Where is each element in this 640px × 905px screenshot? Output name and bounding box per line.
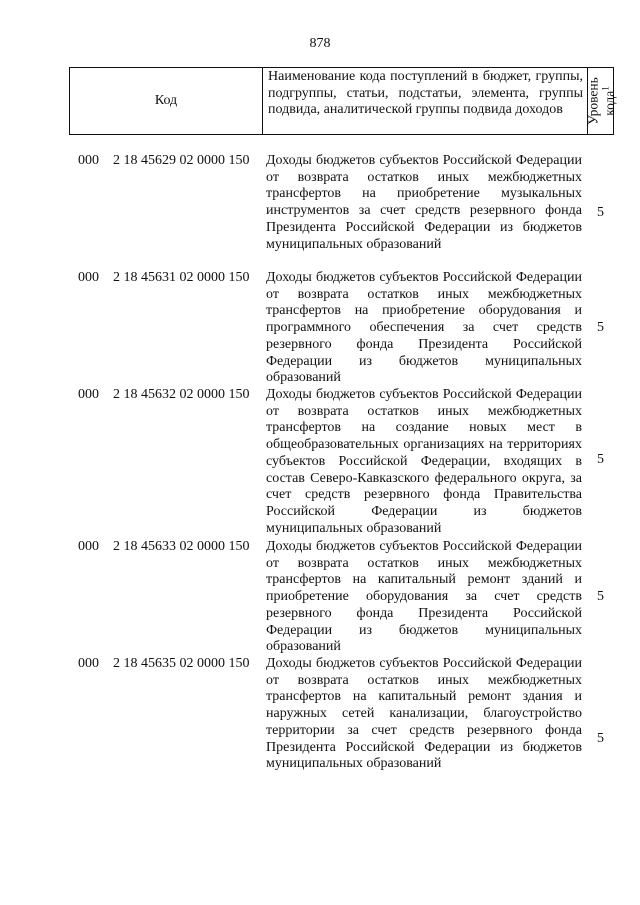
revenue-name: Доходы бюджетов субъектов Российской Федерации от возврата остатков иных межбюджетных трансфертов на приобретение оборудования и программного обеспечения за счет средств резервного фонда Президента Российской Федерации из бюджетов муниципальных образований xyxy=(266,270,582,386)
admin-code: 000 xyxy=(78,539,99,554)
table-header xyxy=(69,67,617,135)
revenue-name: Доходы бюджетов субъектов Российской Федерации от возврата остатков иных межбюджетных трансфертов на приобретение музыкальных инструментов за счет средств резервного фонда Президента Российской Федерации из бюджетов муниципальных образований xyxy=(266,153,582,252)
admin-code: 000 xyxy=(78,387,99,402)
table-row xyxy=(0,656,640,796)
code-level: 5 xyxy=(597,452,604,467)
revenue-code: 2 18 45631 02 0000 150 xyxy=(113,270,250,285)
code-level: 5 xyxy=(597,731,604,746)
header-code: Код xyxy=(70,68,263,134)
revenue-name: Доходы бюджетов субъектов Российской Федерации от возврата остатков иных межбюджетных трансфертов на создание новых мест в общеобразовательных организациях на территориях субъектов Российской Федерации, входящих в состав Северо-Кавказского федерального округа, за счет средств резервного фонда Правительства Российской Федерации из бюджетов муниципальных образований xyxy=(266,387,582,536)
table-row xyxy=(0,539,640,656)
revenue-code: 2 18 45633 02 0000 150 xyxy=(113,539,250,554)
header-level-line1: Уровень xyxy=(584,77,600,125)
admin-code: 000 xyxy=(78,656,99,671)
revenue-name: Доходы бюджетов субъектов Российской Федерации от возврата остатков иных межбюджетных трансфертов на капитальный ремонт зданий и приобретение оборудования за счет средств резервного фонда Президента Российской Федерации из бюджетов муниципальных образований xyxy=(266,539,582,655)
table-row xyxy=(0,153,640,270)
code-level: 5 xyxy=(597,320,604,335)
revenue-code: 2 18 45635 02 0000 150 xyxy=(113,656,250,671)
admin-code: 000 xyxy=(78,270,99,285)
code-level: 5 xyxy=(597,589,604,604)
table-row xyxy=(0,387,640,539)
code-level: 5 xyxy=(597,205,604,220)
header-level-footnote: 1 xyxy=(599,86,610,91)
admin-code: 000 xyxy=(78,153,99,168)
revenue-code: 2 18 45629 02 0000 150 xyxy=(113,153,250,168)
revenue-code: 2 18 45632 02 0000 150 xyxy=(113,387,250,402)
header-level xyxy=(584,68,617,134)
revenue-name: Доходы бюджетов субъектов Российской Федерации от возврата остатков иных межбюджетных трансфертов на капитальный ремонт здания и наружных сетей канализации, благоустройство территории за счет средств резервного фонда Президента Российской Федерации из бюджетов муниципальных образований xyxy=(266,656,582,772)
table-row xyxy=(0,270,640,387)
header-name: Наименование кода поступлений в бюджет, группы, подгруппы, статьи, подстатьи, элемента, группы подвида, аналитической группы подвида доходов xyxy=(263,68,588,134)
page-number: 878 xyxy=(309,36,331,51)
header-level-line2: кода xyxy=(601,90,617,116)
table-body xyxy=(0,153,640,796)
